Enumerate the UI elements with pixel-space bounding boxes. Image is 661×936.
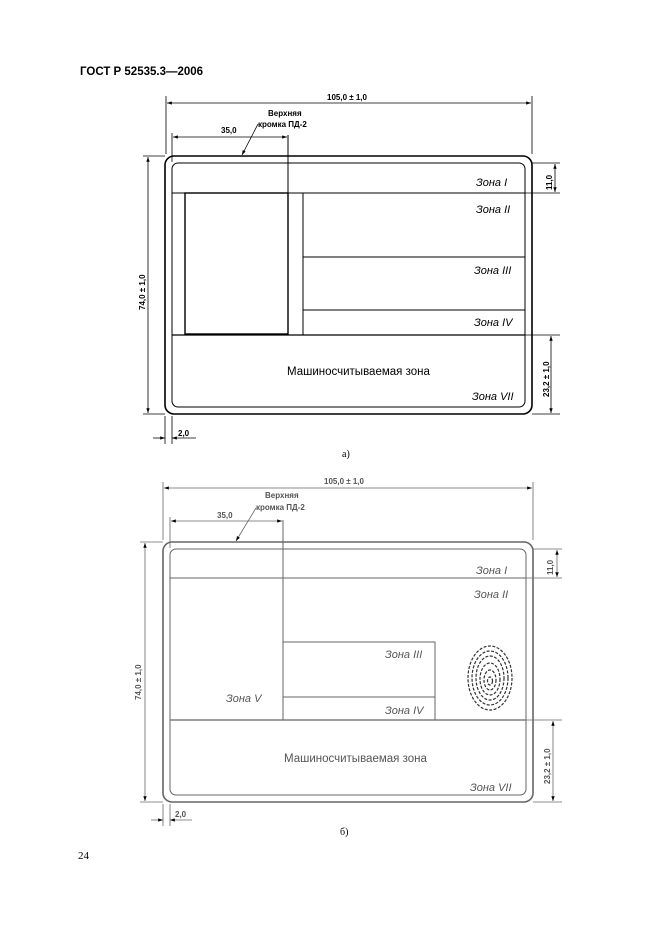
zone-a-7: Зона VII bbox=[472, 391, 514, 403]
photo-zone-a bbox=[185, 193, 288, 334]
top-edge-b-2: кромка ПД-2 bbox=[256, 503, 305, 512]
dim-a-11: 11,0 bbox=[545, 174, 554, 190]
zone-a-2: Зона II bbox=[476, 204, 511, 216]
caption-b: б) bbox=[340, 827, 349, 838]
page-number: 24 bbox=[78, 850, 89, 862]
zone-a-1: Зона I bbox=[476, 177, 508, 189]
mrz-b-label: Машиносчитываемая зона bbox=[284, 753, 427, 765]
dim-a-height: 74,0 ± 1,0 bbox=[138, 274, 147, 310]
figure-b bbox=[134, 477, 562, 838]
top-edge-a-2: кромка ПД-2 bbox=[258, 120, 307, 129]
dim-b-height: 74,0 ± 1,0 bbox=[134, 664, 143, 700]
caption-a: а) bbox=[342, 449, 350, 460]
top-edge-a-1: Верхняя bbox=[268, 109, 302, 118]
zone-a-3: Зона III bbox=[474, 265, 512, 277]
figure-a bbox=[138, 93, 560, 460]
fingerprint-icon bbox=[468, 646, 512, 710]
mrz-a-label: Машиносчитываемая зона bbox=[287, 366, 430, 378]
dim-a-35: 35,0 bbox=[221, 126, 237, 135]
zone-b-5: Зона V bbox=[226, 693, 262, 705]
dim-b-35: 35,0 bbox=[217, 511, 233, 520]
dim-b-23: 23,2 ± 1,0 bbox=[543, 748, 552, 784]
zone-b-1: Зона I bbox=[476, 565, 508, 577]
dim-b-2: 2,0 bbox=[175, 810, 187, 819]
dim-a-2: 2,0 bbox=[178, 429, 190, 438]
dim-b-width: 105,0 ± 1,0 bbox=[324, 477, 364, 486]
zone-b-2: Зона II bbox=[474, 589, 509, 601]
zone-b-7: Зона VII bbox=[470, 782, 512, 794]
zone-b-4: Зона IV bbox=[385, 705, 424, 717]
standard-header: ГОСТ Р 52535.3—2006 bbox=[80, 66, 204, 78]
dim-a-23: 23,2 ± 1,0 bbox=[542, 361, 551, 397]
dim-a-width: 105,0 ± 1,0 bbox=[327, 93, 367, 102]
top-edge-b-1: Верхняя bbox=[265, 491, 299, 500]
dim-b-11: 11,0 bbox=[546, 559, 555, 575]
zone-b-3: Зона III bbox=[385, 649, 423, 661]
zone-a-4: Зона IV bbox=[474, 317, 513, 329]
